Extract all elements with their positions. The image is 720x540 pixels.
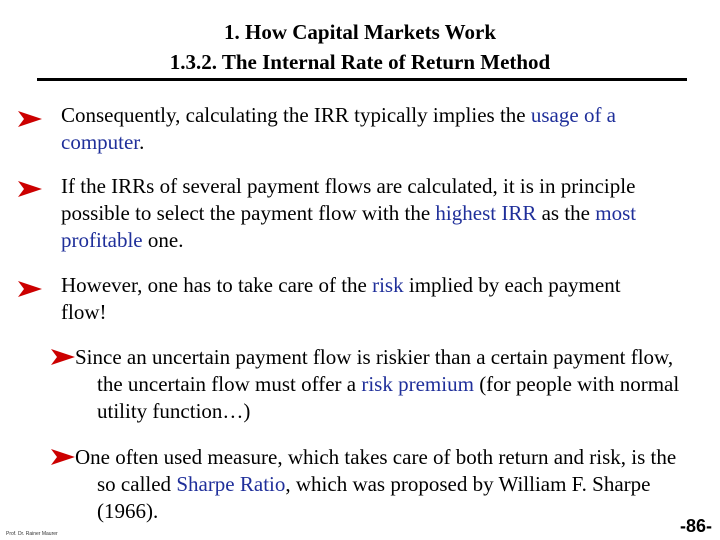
subbullet-2: One often used measure, which takes care of both return and risk, is the so called Sharpe Ratio, which was proposed by William F. Sharpe (1966). [75,444,695,525]
bullet-2: If the IRRs of several payment flows are calculated, it is in principle possible to select the payment flow with the highest IRR as the most profitable one. [61,174,637,252]
page-subtitle: 1.3.2. The Internal Rate of Return Method [169,50,551,74]
red-arrowhead-icon [18,281,42,297]
footer-author: Prof. Dr. Rainer Maurer [6,531,58,537]
title-divider [37,78,687,81]
page-title: 1. How Capital Markets Work [223,20,497,44]
page-number: -86- [679,516,712,536]
red-arrowhead-icon [18,181,42,197]
red-arrowhead-icon [18,111,42,127]
bullet-1: Consequently, calculating the IRR typically implies the usage of a computer. [61,103,617,154]
subbullet-1: Since an uncertain payment flow is riskier than a certain payment flow, the uncertain flow must offer a risk premium (for people with normal utility function…) [75,344,695,425]
red-arrowhead-icon [51,349,75,365]
red-arrowhead-icon [51,449,75,465]
bullet-3: However, one has to take care of the risk implied by each payment flow! [61,273,621,324]
